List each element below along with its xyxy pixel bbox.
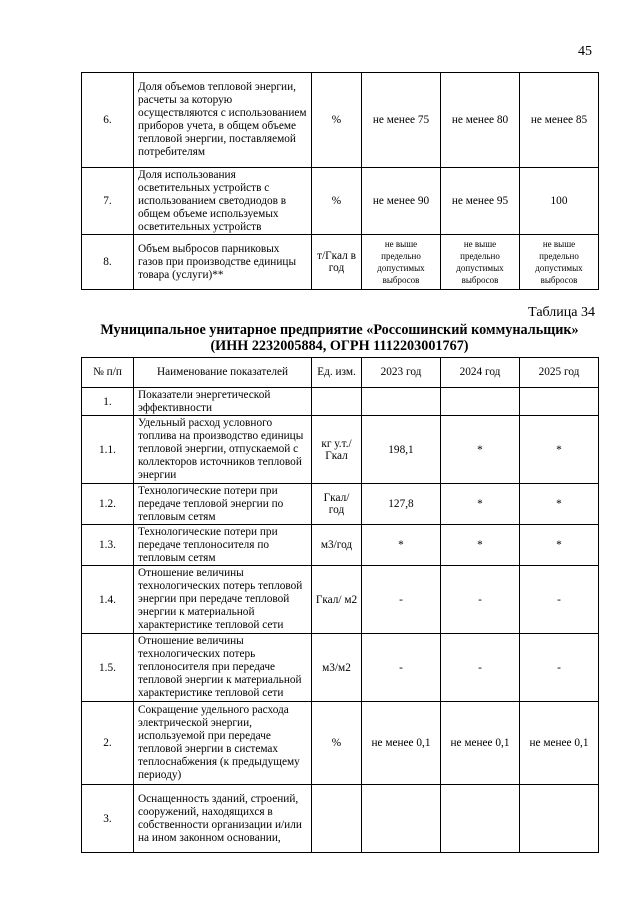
unit-cell: %: [312, 168, 362, 235]
table-row: [82, 73, 599, 168]
value-2025: *: [520, 484, 599, 525]
indicator-name: Оснащенность зданий, строений, сооружений, находящихся в собственности организации и/или на ином законном основании,: [134, 785, 312, 853]
value-2025: *: [520, 416, 599, 484]
row-number: 7.: [82, 168, 134, 235]
indicator-name: Отношение величины технологических потерь тепловой энергии при передаче тепловой энергии к материальной характеристике тепловой сети: [134, 566, 312, 634]
value-2025: не выше предельно допустимых выбросов: [520, 235, 599, 290]
title-line-1: Муниципальное унитарное предприятие «Россошинский коммунальщик»: [100, 322, 579, 338]
row-number: 1.: [82, 388, 134, 416]
unit-cell: [312, 388, 362, 416]
header-num: № п/п: [82, 358, 134, 388]
indicator-name: Доля объемов тепловой энергии, расчеты за которую осуществляются с использованием приборов учета, в общем объеме тепловой энергии, поставляемой потребителям: [134, 73, 312, 168]
value-2024: [441, 785, 520, 853]
unit-cell: [312, 785, 362, 853]
table-row: [82, 484, 599, 525]
indicator-name: Сокращение удельного расхода электрической энергии, используемой при передаче тепловой энергии в системах теплоснабжения (к предыдущему периоду): [134, 702, 312, 785]
table-row: [82, 785, 599, 853]
value-2023: -: [362, 566, 441, 634]
header-2024: 2024 год: [441, 358, 520, 388]
value-2024: *: [441, 484, 520, 525]
value-2025: -: [520, 566, 599, 634]
title-line-2: (ИНН 2232005884, ОГРН 1112203001767): [210, 338, 469, 354]
table-label: Таблица 34: [528, 305, 595, 320]
unit-cell: Гкал/ год: [312, 484, 362, 525]
row-number: 1.4.: [82, 566, 134, 634]
value-2024: не менее 80: [441, 73, 520, 168]
value-2023: 198,1: [362, 416, 441, 484]
unit-cell: %: [312, 702, 362, 785]
value-2025: [520, 388, 599, 416]
indicator-name: Объем выбросов парниковых газов при производстве единицы товара (услуги)**: [134, 235, 312, 290]
unit-cell: м3/м2: [312, 634, 362, 702]
table-header-row: [82, 358, 599, 388]
indicator-name: Доля использования осветительных устройств с использованием светодиодов в общем объеме используемых осветительных устройств: [134, 168, 312, 235]
table-row: [82, 416, 599, 484]
table-row: [82, 702, 599, 785]
value-2023: -: [362, 634, 441, 702]
value-2025: не менее 85: [520, 73, 599, 168]
table-row: [82, 168, 599, 235]
indicator-name: Показатели энергетической эффективности: [134, 388, 312, 416]
value-2025: [520, 785, 599, 853]
page-number: 45: [578, 44, 592, 59]
value-2023: *: [362, 525, 441, 566]
unit-cell: %: [312, 73, 362, 168]
previous-table: [81, 72, 599, 290]
row-number: 6.: [82, 73, 134, 168]
unit-cell: м3/год: [312, 525, 362, 566]
value-2025: *: [520, 525, 599, 566]
value-2025: 100: [520, 168, 599, 235]
table-row: [82, 388, 599, 416]
value-2024: *: [441, 416, 520, 484]
row-number: 1.2.: [82, 484, 134, 525]
value-2024: -: [441, 634, 520, 702]
row-number: 1.3.: [82, 525, 134, 566]
table-row: [82, 634, 599, 702]
value-2024: не менее 0,1: [441, 702, 520, 785]
row-number: 2.: [82, 702, 134, 785]
row-number: 1.5.: [82, 634, 134, 702]
table-row: [82, 525, 599, 566]
value-2023: 127,8: [362, 484, 441, 525]
table-row: [82, 566, 599, 634]
header-unit: Ед. изм.: [312, 358, 362, 388]
indicator-name: Отношение величины технологических потерь теплоносителя при передаче тепловой энергии к материальной характеристике тепловой сети: [134, 634, 312, 702]
row-number: 8.: [82, 235, 134, 290]
header-2023: 2023 год: [362, 358, 441, 388]
value-2024: не менее 95: [441, 168, 520, 235]
indicator-name: Технологические потери при передаче тепловой энергии по тепловым сетям: [134, 484, 312, 525]
unit-cell: Гкал/ м2: [312, 566, 362, 634]
row-number: 3.: [82, 785, 134, 853]
value-2023: не менее 75: [362, 73, 441, 168]
value-2023: [362, 785, 441, 853]
value-2023: не менее 90: [362, 168, 441, 235]
indicators-table: [81, 357, 599, 853]
value-2024: [441, 388, 520, 416]
unit-cell: т/Гкал в год: [312, 235, 362, 290]
value-2025: -: [520, 634, 599, 702]
value-2023: не менее 0,1: [362, 702, 441, 785]
row-number: 1.1.: [82, 416, 134, 484]
value-2023: не выше предельно допустимых выбросов: [362, 235, 441, 290]
value-2023: [362, 388, 441, 416]
value-2025: не менее 0,1: [520, 702, 599, 785]
header-2025: 2025 год: [520, 358, 599, 388]
header-name: Наименование показателей: [134, 358, 312, 388]
table-row: [82, 235, 599, 290]
table-title: [81, 322, 598, 354]
unit-cell: кг у.т./ Гкал: [312, 416, 362, 484]
value-2024: не выше предельно допустимых выбросов: [441, 235, 520, 290]
value-2024: -: [441, 566, 520, 634]
value-2024: *: [441, 525, 520, 566]
indicator-name: Технологические потери при передаче теплоносителя по тепловым сетям: [134, 525, 312, 566]
indicator-name: Удельный расход условного топлива на производство единицы тепловой энергии, отпускаемой с коллекторов источников тепловой энергии: [134, 416, 312, 484]
